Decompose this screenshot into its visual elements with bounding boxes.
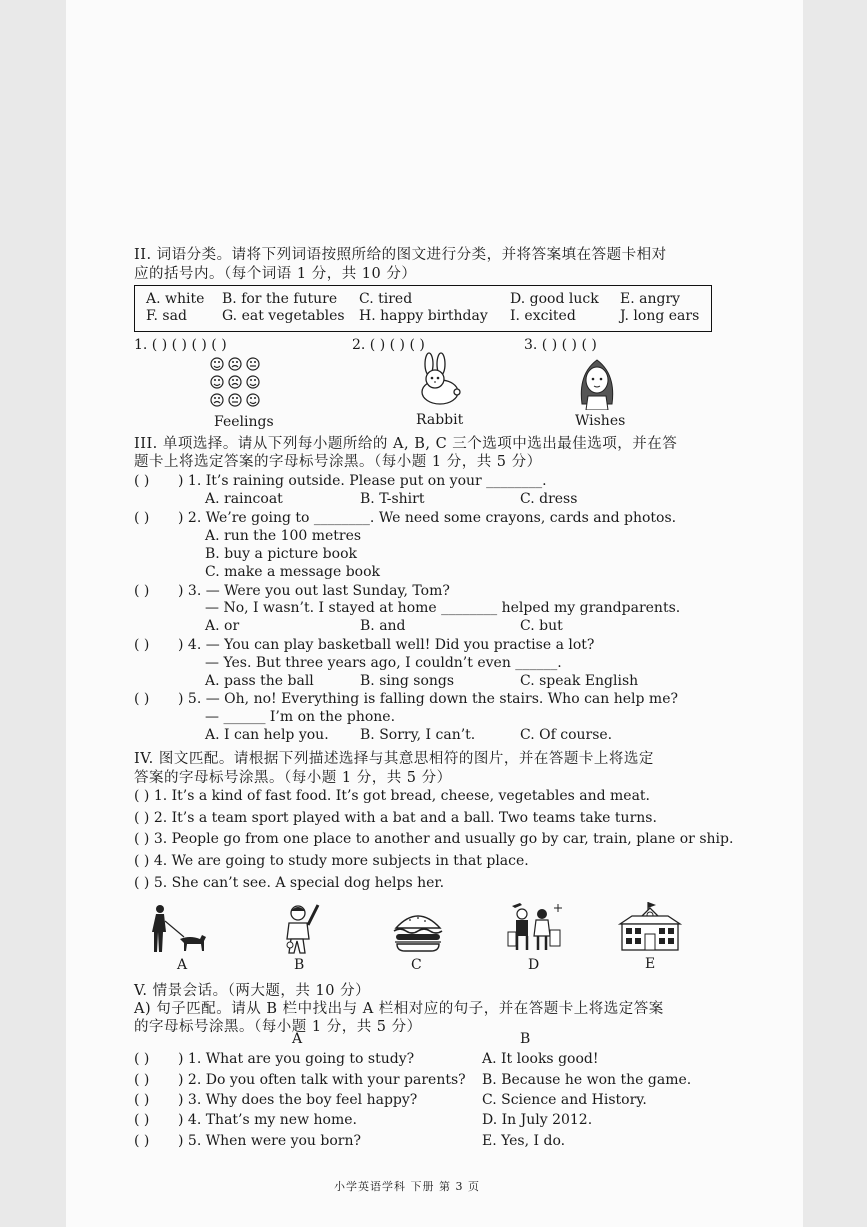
picture-label-d: D — [528, 957, 540, 973]
word-g: G. eat vegetables — [222, 308, 345, 324]
blank-group-1: 1. ( ) ( ) ( ) ( ) — [134, 337, 227, 353]
q3-stem: ) 3. — Were you out last Sunday, Tom? — [178, 583, 450, 599]
q2-option-b: B. buy a picture book — [205, 546, 357, 562]
blind-person-with-guide-dog-icon — [150, 903, 208, 955]
page-footer: 小学英语学科 下册 第 3 页 — [334, 1180, 480, 1193]
blank-group-2: 2. ( ) ( ) ( ) — [352, 337, 425, 353]
caption-feelings: Feelings — [214, 414, 274, 430]
picture-match-item-1: ( ) 1. It’s a kind of fast food. It’s got bread, cheese, vegetables and meat. — [134, 788, 650, 804]
section4-title-line1: IV. 图文匹配。请根据下列描述选择与其意思相符的图片，并在答题卡上将选定 — [134, 751, 654, 767]
match-paren-2: ( ) — [134, 1072, 150, 1088]
word-i: I. excited — [510, 308, 576, 324]
column-a-header: A — [292, 1031, 303, 1047]
blank-group-3: 3. ( ) ( ) ( ) — [524, 337, 597, 353]
school-building-icon — [618, 900, 682, 952]
picture-label-a: A — [177, 957, 188, 973]
word-b: B. for the future — [222, 291, 338, 307]
match-right-a: A. It looks good! — [482, 1051, 599, 1067]
q3-line2: — No, I wasn’t. I stayed at home ________ helped my grandparents. — [205, 600, 681, 616]
section5-parta-line1: A) 句子匹配。请从 B 栏中找出与 A 栏相对应的句子，并在答题卡上将选定答案 — [134, 1001, 664, 1017]
section5-title: V. 情景会话。（两大题，共 10 分） — [134, 983, 371, 999]
q5-option-b: B. Sorry, I can’t. — [360, 727, 476, 743]
match-left-1: ) 1. What are you going to study? — [178, 1051, 415, 1067]
word-h: H. happy birthday — [359, 308, 488, 324]
q1-option-c: C. dress — [520, 491, 578, 507]
match-left-5: ) 5. When were you born? — [178, 1133, 361, 1149]
q4-option-c: C. speak English — [520, 673, 639, 689]
section3-title-line2: 题卡上将选定答案的字母标号涂黑。（每小题 1 分，共 5 分） — [134, 454, 542, 470]
word-d: D. good luck — [510, 291, 599, 307]
match-left-4: ) 4. That’s my new home. — [178, 1112, 357, 1128]
caption-wishes: Wishes — [575, 413, 626, 429]
match-left-2: ) 2. Do you often talk with your parents? — [178, 1072, 466, 1088]
word-e: E. angry — [620, 291, 681, 307]
picture-match-item-3: ( ) 3. People go from one place to another and usually go by car, train, plane or ship. — [134, 831, 734, 847]
rabbit-icon — [410, 352, 466, 406]
feelings-faces-icon — [208, 356, 262, 408]
q3-option-b: B. and — [360, 618, 406, 634]
q4-line2: — Yes. But three years ago, I couldn’t even ______. — [205, 655, 562, 671]
q2-answer-paren: ( ) — [134, 510, 150, 526]
caption-rabbit: Rabbit — [416, 412, 464, 428]
q2-option-a: A. run the 100 metres — [205, 528, 362, 544]
section2-title-line1: II. 词语分类。请将下列词语按照所给的图文进行分类，并将答案填在答题卡相对 — [134, 247, 667, 263]
q5-stem: ) 5. — Oh, no! Everything is falling down the stairs. Who can help me? — [178, 691, 678, 707]
word-c: C. tired — [359, 291, 413, 307]
q5-answer-paren: ( ) — [134, 691, 150, 707]
match-paren-5: ( ) — [134, 1133, 150, 1149]
word-a: A. white — [146, 291, 205, 307]
q5-option-c: C. Of course. — [520, 727, 613, 743]
q3-option-c: C. but — [520, 618, 563, 634]
column-b-header: B — [520, 1031, 531, 1047]
q3-answer-paren: ( ) — [134, 583, 150, 599]
section2-title-line2: 应的括号内。（每个词语 1 分，共 10 分） — [134, 266, 417, 282]
match-right-e: E. Yes, I do. — [482, 1133, 566, 1149]
q1-option-b: B. T-shirt — [360, 491, 425, 507]
picture-label-e: E — [645, 956, 656, 972]
q4-answer-paren: ( ) — [134, 637, 150, 653]
match-right-d: D. In July 2012. — [482, 1112, 593, 1128]
section4-title-line2: 答案的字母标号涂黑。（每小题 1 分，共 5 分） — [134, 770, 452, 786]
hamburger-icon — [392, 910, 444, 952]
q1-stem: ) 1. It’s raining outside. Please put on your ________. — [178, 473, 547, 489]
baseball-player-icon — [280, 903, 320, 955]
picture-match-item-5: ( ) 5. She can’t see. A special dog helps her. — [134, 875, 445, 891]
q1-answer-paren: ( ) — [134, 473, 150, 489]
match-paren-4: ( ) — [134, 1112, 150, 1128]
q1-option-a: A. raincoat — [205, 491, 283, 507]
picture-label-c: C — [411, 957, 422, 973]
match-paren-1: ( ) — [134, 1051, 150, 1067]
match-right-c: C. Science and History. — [482, 1092, 647, 1108]
match-paren-3: ( ) — [134, 1092, 150, 1108]
travellers-with-luggage-icon — [504, 900, 564, 954]
match-right-b: B. Because he won the game. — [482, 1072, 692, 1088]
q5-option-a: A. I can help you. — [205, 727, 329, 743]
q4-option-a: A. pass the ball — [205, 673, 314, 689]
girl-making-wish-icon — [574, 354, 620, 410]
section3-title-line1: III. 单项选择。请从下列每小题所给的 A, B, C 三个选项中选出最佳选项，并在答 — [134, 436, 678, 452]
q3-option-a: A. or — [205, 618, 240, 634]
q2-option-c: C. make a message book — [205, 564, 381, 580]
word-j: J. long ears — [620, 308, 700, 324]
q4-stem: ) 4. — You can play basketball well! Did you practise a lot? — [178, 637, 595, 653]
q2-stem: ) 2. We’re going to ________. We need some crayons, cards and photos. — [178, 510, 677, 526]
section5-parta-line2: 的字母标号涂黑。（每小题 1 分，共 5 分） — [134, 1019, 422, 1035]
picture-match-item-4: ( ) 4. We are going to study more subjects in that place. — [134, 853, 529, 869]
picture-label-b: B — [294, 957, 305, 973]
q5-line2: — ______ I’m on the phone. — [205, 709, 396, 725]
match-left-3: ) 3. Why does the boy feel happy? — [178, 1092, 418, 1108]
q4-option-b: B. sing songs — [360, 673, 455, 689]
picture-match-item-2: ( ) 2. It’s a team sport played with a bat and a ball. Two teams take turns. — [134, 810, 657, 826]
word-f: F. sad — [146, 308, 187, 324]
